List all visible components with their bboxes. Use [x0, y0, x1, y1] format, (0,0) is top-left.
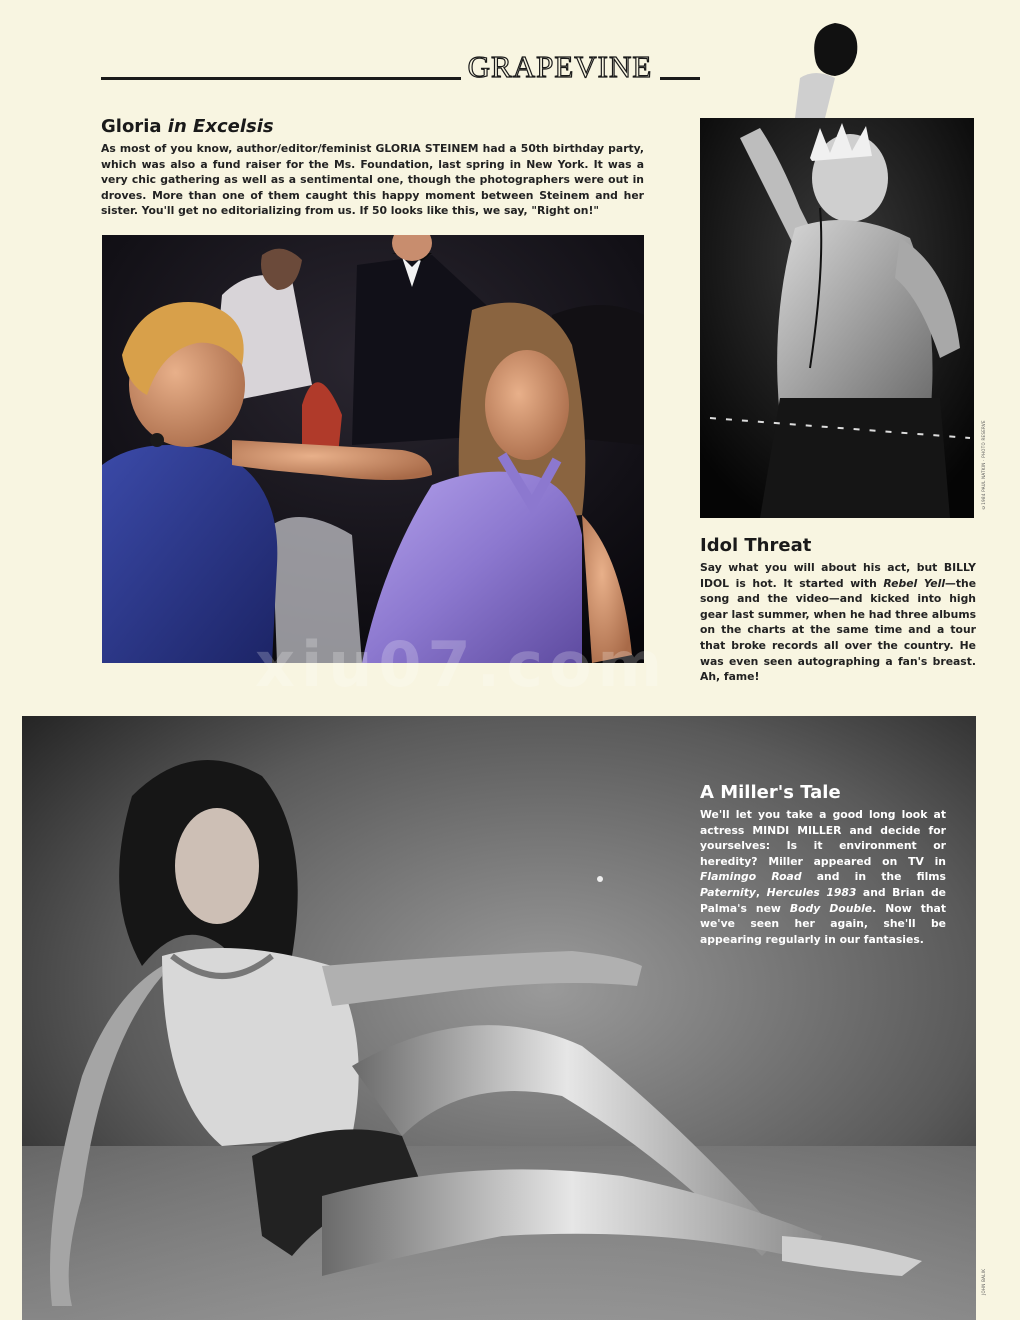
steinem-photo-illustration: [102, 235, 644, 663]
idol-photo-credit: ©1984 PAUL NATKIN · PHOTO RESERVE: [981, 420, 986, 510]
gloria-headline: Gloria in Excelsis: [101, 116, 274, 137]
billy-idol-photo: [700, 118, 974, 518]
raised-fist-icon: [795, 18, 875, 118]
idol-photo-illustration: [700, 118, 974, 518]
header-rule-right: [660, 77, 700, 80]
steinem-party-photo: [102, 235, 644, 663]
watermark-text: xiu07.com: [255, 628, 669, 701]
miller-photo-credit: JOHN BALIK: [981, 1268, 986, 1295]
idol-body: Say what you will about his act, but BILLY IDOL is hot. It started with Rebel Yell—the song and the video—and kicked into high gear last summer, when he had three albums on the charts at the same time and a tour that broke records all over the country. He was even seen autographing a fan's breast. Ah, fame!: [700, 561, 977, 684]
miller-headline: A Miller's Tale: [700, 782, 841, 803]
idol-headline: Idol Threat: [700, 535, 812, 556]
header-rule-left: [101, 77, 461, 80]
section-title: GRAPEVINE: [467, 49, 653, 84]
miller-body: We'll let you take a good long look at actress MINDI MILLER and decide for yourselves: Is it environment or heredity? Miller appeared on TV in Flamingo Road and in the films Paternity, Hercules 1983 and Brian de Palma's new Body Double. Now that we've seen her again, she'll be appearing regularly in our fantasies.: [700, 808, 946, 946]
gloria-body: As most of you know, author/editor/feminist GLORIA STEINEM had a 50th birthday party, which was also a fund raiser for the Ms. Foundation, last spring in New York. It was a very chic gathering as well as a sentimental one, though the photographers were out in droves. More than one of them caught this happy moment between Steinem and her sister. You'll get no editorializing from us. If 50 looks like this, we say, "Right on!": [101, 142, 644, 218]
